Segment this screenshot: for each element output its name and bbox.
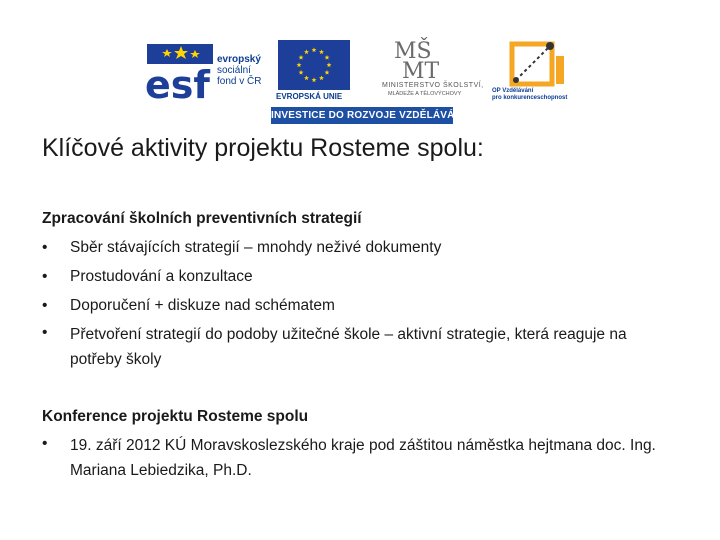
section-heading-strategies: Zpracování školních preventivních strategií — [42, 210, 362, 227]
esf-line-1: evropský — [217, 54, 261, 65]
list-item — [42, 233, 682, 262]
eu-flag-icon — [278, 40, 350, 90]
bullet-text: Prostudování a konzultace — [70, 268, 253, 285]
bullet-marker: • — [42, 239, 48, 256]
logo-bar — [0, 0, 720, 130]
esf-logo — [143, 40, 273, 102]
msmt-logo-icon — [388, 36, 454, 80]
investment-banner: INVESTICE DO ROZVOJE VZDĚLÁVÁNÍ — [271, 107, 453, 124]
msmt-line-2: MLÁDEŽE A TĚLOVÝCHOVY — [388, 91, 462, 97]
list-item — [42, 431, 682, 485]
list-item — [42, 262, 682, 291]
msmt-logo — [382, 36, 492, 102]
list-item — [42, 320, 682, 374]
slide-title: Klíčové aktivity projektu Rosteme spolu: — [42, 134, 484, 162]
svg-text:MŠ: MŠ — [394, 39, 432, 64]
bullet-marker: • — [42, 268, 48, 285]
bullet-marker: • — [42, 435, 48, 452]
conference-bullet-list — [42, 431, 682, 485]
section-gap — [42, 374, 682, 402]
op-logo-icon — [506, 36, 566, 90]
esf-logo-icon — [143, 40, 215, 102]
bullet-marker: • — [42, 297, 48, 314]
bullet-text: Přetvoření strategií do podoby užitečné škole – aktivní strategie, která reaguje na potřeby školy — [70, 326, 627, 368]
section-heading-conference: Konference projektu Rosteme spolu — [42, 408, 309, 425]
op-line-2: pro konkurenceschopnost — [492, 95, 568, 101]
msmt-line-1: MINISTERSTVO ŠKOLSTVÍ, — [382, 82, 484, 89]
esf-line-2: sociální — [217, 65, 251, 76]
eu-logo-label: EVROPSKÁ UNIE — [276, 92, 343, 101]
bullet-text: Doporučení + diskuze nad schématem — [70, 297, 335, 314]
op-line-1: OP Vzdělávání — [492, 88, 534, 94]
eu-logo — [276, 40, 380, 102]
slide-content — [42, 204, 682, 485]
op-logo — [490, 36, 590, 104]
list-item — [42, 291, 682, 320]
bullet-text: 19. září 2012 KÚ Moravskoslezského kraje pod záštitou náměstka hejtmana doc. Ing. Mariana Lebiedzika, Ph.D. — [70, 437, 656, 479]
strategies-bullet-list — [42, 233, 682, 374]
bullet-text: Sběr stávajících strategií – mnohdy neživé dokumenty — [70, 239, 442, 256]
esf-line-3: fond v ČR — [217, 76, 262, 87]
bullet-marker: • — [42, 324, 48, 341]
svg-text:MT: MT — [402, 59, 440, 80]
svg-text:esf: esf — [145, 63, 210, 102]
esf-logo-text — [217, 54, 261, 87]
